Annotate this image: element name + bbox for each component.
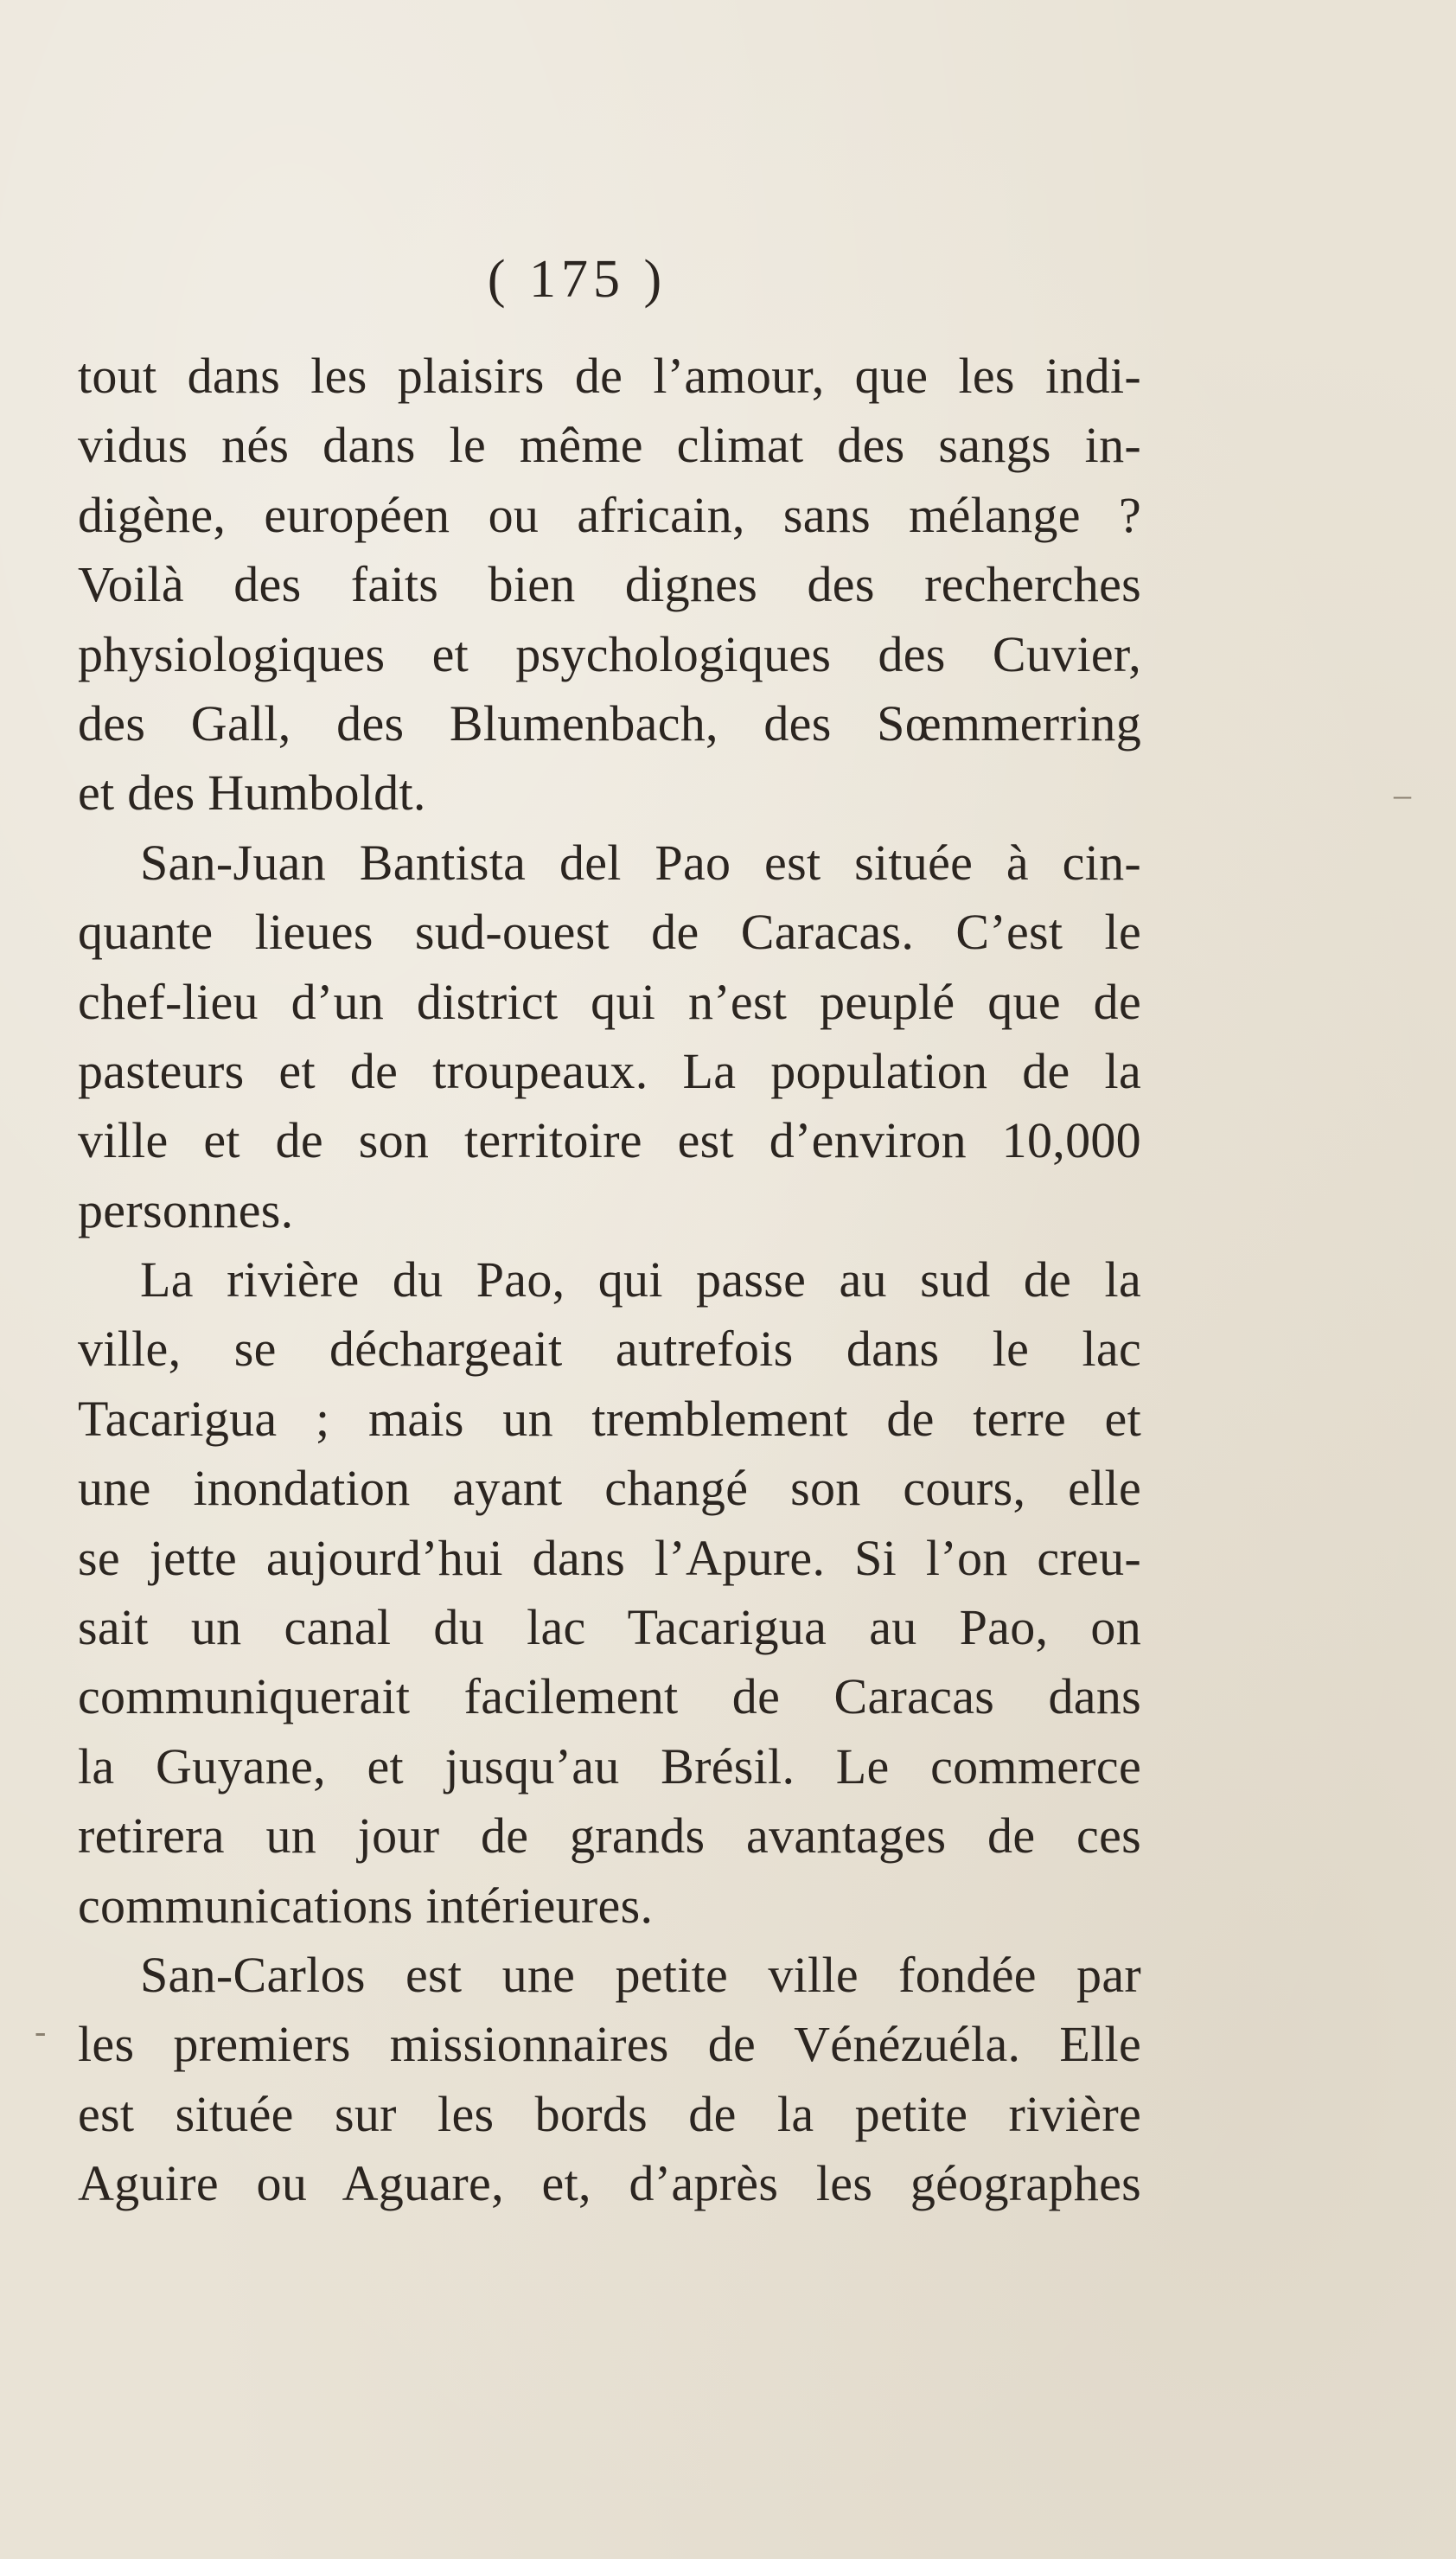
text-line: les premiers missionnaires de Vénézuéla. Elle <box>78 2016 1141 2073</box>
text-line: ville et de son territoire est d’environ 10,000 <box>78 1112 1141 1169</box>
paragraph-end-line: communications intérieures. <box>78 1877 654 1934</box>
text-line: la Guyane, et jusqu’au Brésil. Le commerce <box>78 1737 1141 1794</box>
text-line: des Gall, des Blumenbach, des Sœmmerring <box>78 694 1141 752</box>
text-line: quante lieues sud-ouest de Caracas. C’est le <box>78 904 1141 961</box>
text-line: retirera un jour de grands avantages de ces <box>78 1807 1141 1865</box>
text-line: sait un canal du lac Tacarigua au Pao, on <box>78 1599 1141 1656</box>
body-text <box>78 342 1141 2219</box>
text-line: pasteurs et de troupeaux. La population de la <box>78 1042 1141 1099</box>
paragraph-start-line: San-Carlos est une petite ville fondée par <box>140 1946 1141 2003</box>
margin-mark: - <box>35 2012 47 2050</box>
text-line: vidus nés dans le même climat des sangs in- <box>78 417 1141 474</box>
margin-mark: – <box>1394 775 1411 814</box>
text-line: tout dans les plaisirs de l’amour, que les indi- <box>78 348 1141 404</box>
text-line: digène, européen ou africain, sans mélange ? <box>78 486 1141 543</box>
text-line: Aguire ou Aguare, et, d’après les géographes <box>78 2155 1141 2212</box>
paragraph-start-line: San-Juan Bantista del Pao est située à cin- <box>140 834 1141 891</box>
text-line: est située sur les bords de la petite rivière <box>78 2085 1141 2142</box>
paragraph-end-line: et des Humboldt. <box>78 765 426 822</box>
page-number: ( 175 ) <box>487 250 667 309</box>
text-line: ville, se déchargeait autrefois dans le lac <box>78 1321 1141 1378</box>
text-line: physiologiques et psychologiques des Cuvier, <box>78 625 1141 682</box>
text-line: communiquerait facilement de Caracas dans <box>78 1668 1141 1725</box>
paragraph-start-line: La rivière du Pao, qui passe au sud de la <box>140 1251 1141 1308</box>
text-line: Voilà des faits bien dignes des recherches <box>78 556 1141 613</box>
text-line: une inondation ayant changé son cours, elle <box>78 1460 1141 1517</box>
text-line: se jette aujourd’hui dans l’Apure. Si l’on creu- <box>78 1529 1141 1586</box>
text-line: chef-lieu d’un district qui n’est peuplé que de <box>78 973 1141 1030</box>
text-line: Tacarigua ; mais un tremblement de terre et <box>78 1390 1141 1447</box>
paragraph-end-line: personnes. <box>78 1181 294 1238</box>
